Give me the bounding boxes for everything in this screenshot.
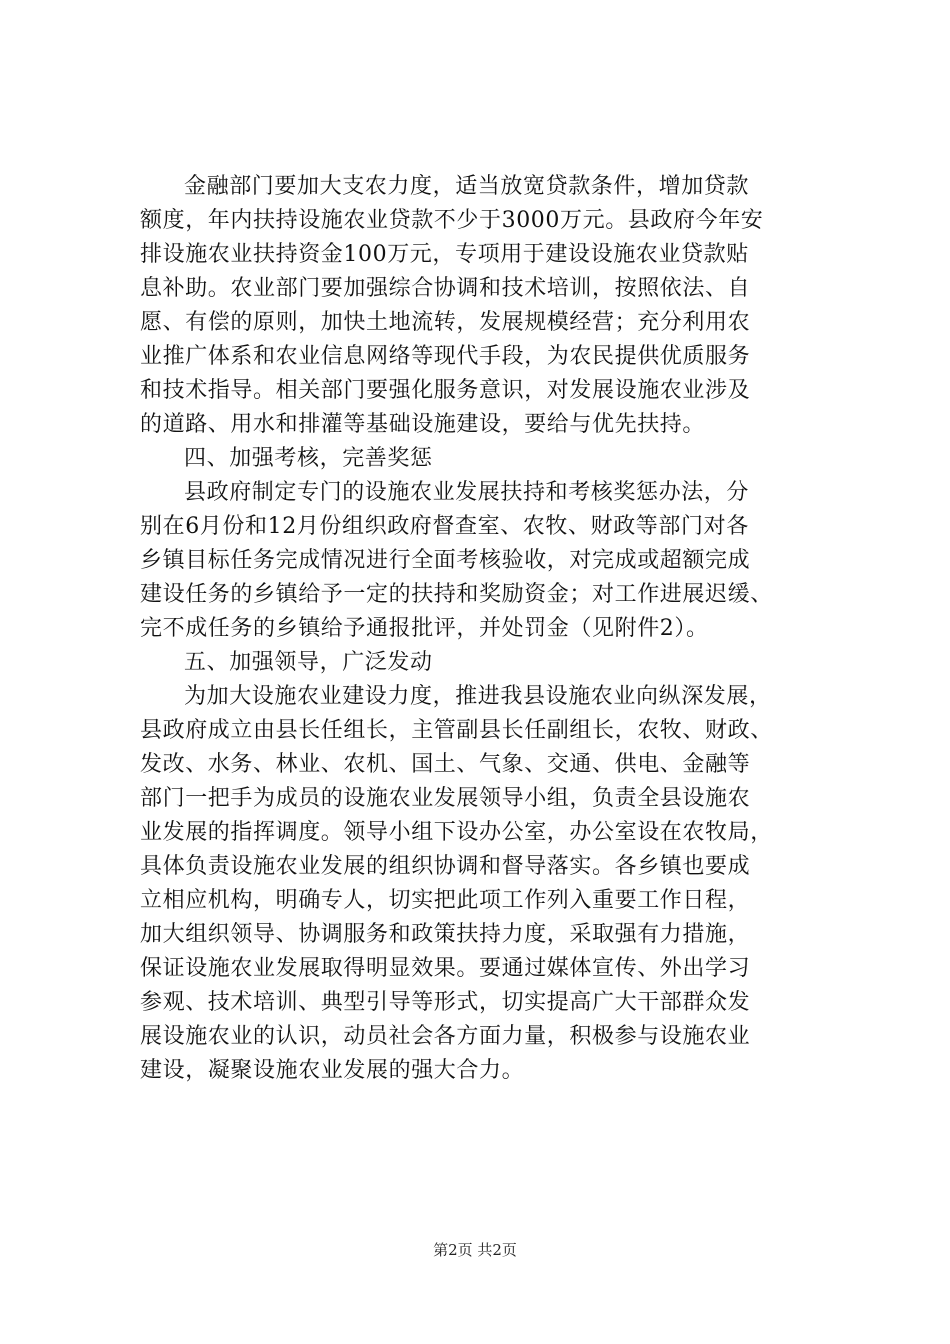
paragraph-line: 部门一把手为成员的设施农业发展领导小组，负责全县设施农 (140, 786, 751, 811)
paragraph-line: 乡镇目标任务完成情况进行全面考核验收，对完成或超额完成 (140, 548, 751, 573)
paragraph-line: 展设施农业的认识，动员社会各方面力量，积极参与设施农业 (140, 1024, 751, 1049)
paragraph-line: 立相应机构，明确专人，切实把此项工作列入重要工作日程， (140, 888, 751, 913)
paragraph-line: 县政府成立由县长任组长，主管副县长任副组长，农牧、财政、 (140, 718, 773, 743)
paragraph-line: 业推广体系和农业信息网络等现代手段，为农民提供优质服务 (140, 344, 751, 369)
paragraph-line: 建设任务的乡镇给予一定的扶持和奖励资金；对工作进展迟缓、 (140, 582, 773, 607)
paragraph-line: 保证设施农业发展取得明显效果。要通过媒体宣传、外出学习 (140, 956, 751, 981)
paragraph-line: 为加大设施农业建设力度，推进我县设施农业向纵深发展， (184, 684, 772, 709)
paragraph-line: 具体负责设施农业发展的组织协调和督导落实。各乡镇也要成 (140, 854, 751, 879)
paragraph-line: 参观、技术培训、典型引导等形式，切实提高广大干部群众发 (140, 990, 751, 1015)
section-heading: 四、加强考核，完善奖惩 (184, 446, 433, 471)
paragraph-line: 排设施农业扶持资金100万元，专项用于建设设施农业贷款贴 (140, 242, 749, 267)
document-body (140, 170, 845, 1088)
paragraph-line: 愿、有偿的原则，加快土地流转，发展规模经营；充分利用农 (140, 310, 751, 335)
paragraph-line: 息补助。农业部门要加强综合协调和技术培训，按照依法、自 (140, 276, 751, 301)
paragraph-line: 建设，凝聚设施农业发展的强大合力。 (140, 1058, 525, 1083)
page-number-footer: 第2页 共2页 (433, 1241, 517, 1259)
paragraph-line: 的道路、用水和排灌等基础设施建设，要给与优先扶持。 (140, 412, 706, 437)
paragraph-line: 别在6月份和12月份组织政府督查室、农牧、财政等部门对各 (140, 514, 749, 539)
paragraph-line: 加大组织领导、协调服务和政策扶持力度，采取强有力措施， (140, 922, 751, 947)
paragraph-line: 完不成任务的乡镇给予通报批评，并处罚金（见附件2）。 (140, 616, 709, 641)
paragraph-line: 和技术指导。相关部门要强化服务意识，对发展设施农业涉及 (140, 378, 751, 403)
section-heading: 五、加强领导，广泛发动 (184, 650, 433, 675)
paragraph-line: 业发展的指挥调度。领导小组下设办公室，办公室设在农牧局， (140, 820, 773, 845)
paragraph-line: 额度，年内扶持设施农业贷款不少于3000万元。县政府今年安 (140, 208, 764, 233)
paragraph-line: 县政府制定专门的设施农业发展扶持和考核奖惩办法，分 (184, 480, 750, 505)
paragraph-line: 金融部门要加大支农力度，适当放宽贷款条件，增加贷款 (184, 174, 750, 199)
paragraph-line: 发改、水务、林业、农机、国土、气象、交通、供电、金融等 (140, 752, 751, 777)
